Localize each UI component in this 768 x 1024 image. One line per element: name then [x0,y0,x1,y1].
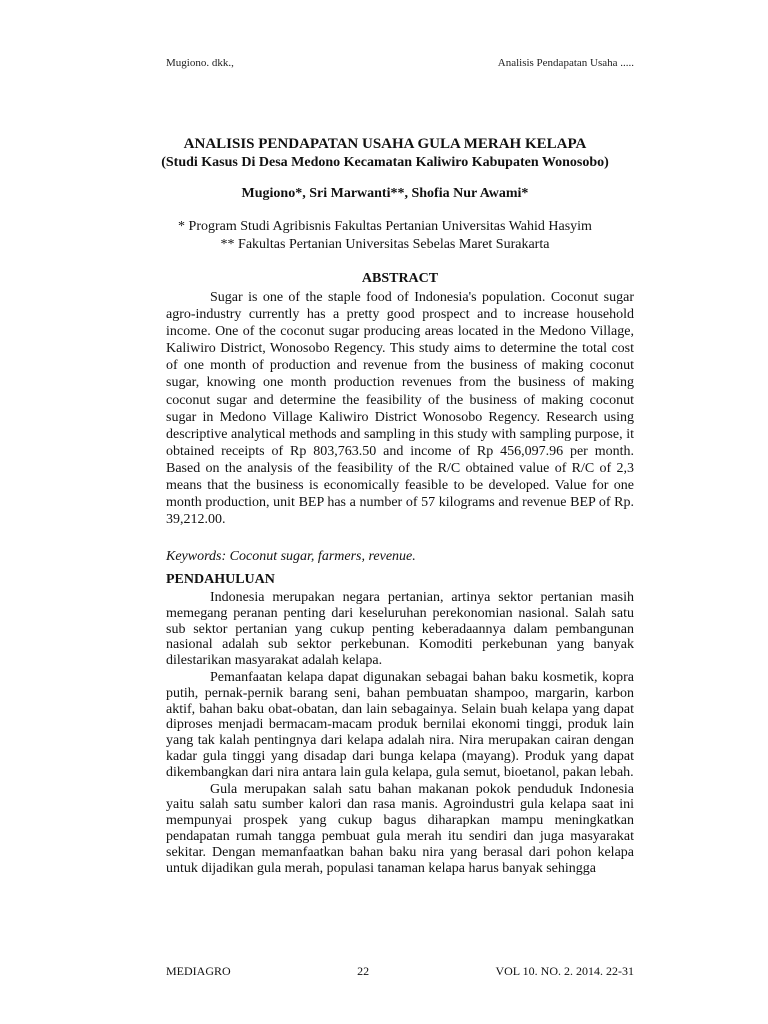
affiliations [140,218,630,254]
section-heading: PENDAHULUAN [166,572,275,587]
abstract-heading: ABSTRACT [361,271,439,286]
paper-title: ANALISIS PENDAPATAN USAHA GULA MERAH KELAPA [183,136,587,152]
volume-info: VOL 10. NO. 2. 2014. 22-31 [495,964,634,978]
paragraph-2: Pemanfaatan kelapa dapat digunakan sebagai bahan baku kosmetik, kopra putih, pernak-pernik barang seni, bahan pembuatan shampoo, margarin, karbon aktif, bahan baku obat-obatan, dan lain sebagainya. Selain buah kelapa yang dapat diproses menjadi bermacam-macam produk bernilai ekonomi tinggi, produk lain yang tak kalah pentingnya dari kelapa adalah nira. Nira merupakan cairan dengan kadar gula tinggi yang disadap dari bunga kelapa (mayang). Produk yang dapat dikembangkan dari nira antara lain gula kelapa, gula semut, bioetanol, pakan lebah. [166,669,634,780]
paragraph-1: Indonesia merupakan negara pertanian, artinya sektor pertanian masih memegang peranan penting dari keseluruhan perekonomian nasional. Salah satu sub sektor pertanian yang cukup penting keberadaannya dalam pembangunan nasional adalah sub sektor perkebunan. Komoditi perkebunan yang banyak dilestarikan masyarakat adalah kelapa. [166,590,634,669]
title-block [140,134,630,254]
paragraph-3: Gula merupakan salah satu bahan makanan pokok penduduk Indonesia yaitu salah satu sumber kalori dan rasa manis. Agroindustri gula kelapa saat ini mempunyai prospek yang cukup bagus diharapkan mampu meningkatkan pendapatan rumah tangga pembuat gula merah itu sendiri dan juga masyarakat sekitar. Dengan memanfaatkan bahan baku nira yang berasal dari pohon kelapa untuk dijadikan gula merah, populasi tanaman kelapa harus banyak sehingga [166,781,634,876]
header-short-title: Analisis Pendapatan Usaha ..... [497,57,634,69]
running-header [166,57,634,69]
affiliation-2: ** Fakultas Pertanian Universitas Sebelas Maret Surakarta [220,237,550,252]
author-list: Mugiono*, Sri Marwanti**, Shofia Nur Awami* [241,186,529,201]
header-authors: Mugiono. dkk., [166,57,234,69]
page-number: 22 [357,964,370,978]
abstract-body: Sugar is one of the staple food of Indonesia's population. Coconut sugar agro-industry currently has a pretty good prospect and to increase household income. One of the coconut sugar producing areas located in the Medono Village, Kaliwiro District, Wonosobo Regency. This study aims to determine the total cost of one month of production and revenue from the business of making coconut sugar, knowing one month production revenues from the business of making coconut sugar and determine the feasibility of the business of making coconut sugar in Medono Village Kaliwiro District Wonosobo Regency. Research using descriptive analytical methods and sampling in this study with sampling purpose, it obtained receipts of Rp 803,763.50 and income of Rp 456,097.96 per month. Based on the analysis of the feasibility of the R/C obtained value of R/C of 2,3 means that the business is economically feasible to be developed. Value for one month production, unit BEP has a number of 57 kilograms and revenue BEP of Rp. 39,212.00. [166,290,634,528]
abstract-section [166,271,634,579]
introduction-section [166,572,634,877]
paper-subtitle: (Studi Kasus Di Desa Medono Kecamatan Kaliwiro Kabupaten Wonosobo) [161,155,609,170]
page-footer [166,964,634,979]
keywords: Keywords: Coconut sugar, farmers, revenue. [166,549,416,565]
affiliation-1: * Program Studi Agribisnis Fakultas Pertanian Universitas Wahid Hasyim [178,219,592,234]
journal-name: MEDIAGRO [166,964,231,978]
